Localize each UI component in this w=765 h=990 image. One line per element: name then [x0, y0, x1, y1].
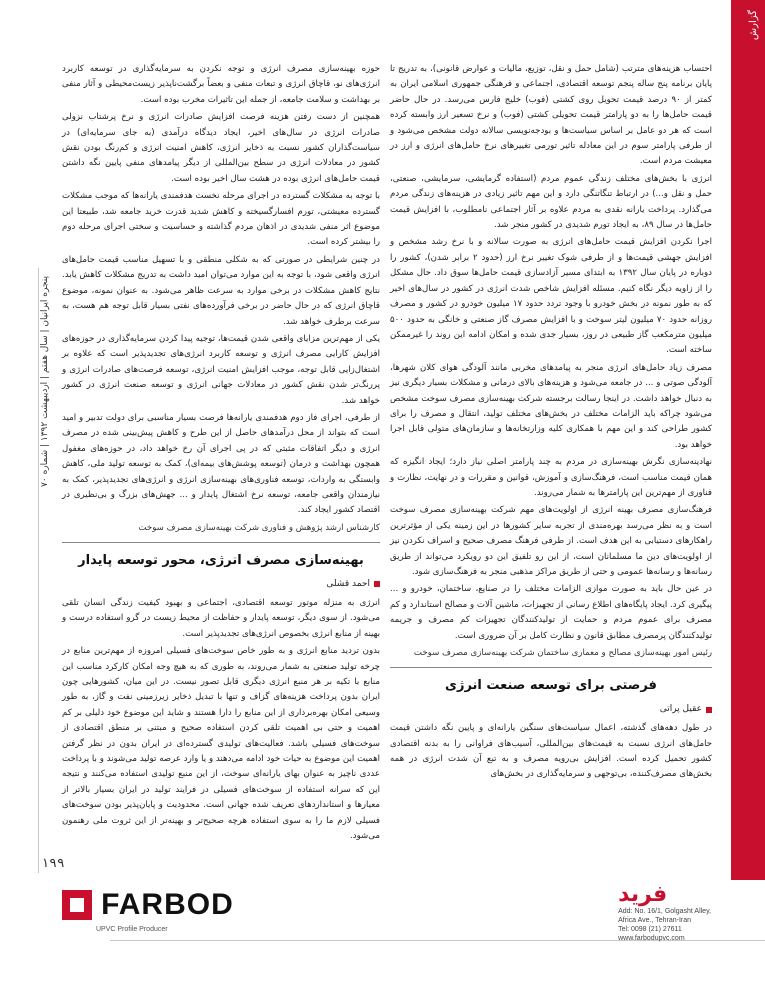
- farbod-fa-logo: [618, 882, 711, 943]
- right-column: [390, 62, 712, 785]
- bullet-square-icon: [374, 581, 380, 587]
- brand-fa-wordmark: فرید: [618, 882, 668, 907]
- address-line: Add: No. 16/1, Golgasht Alley,: [618, 908, 711, 915]
- author-signature: کارشناس ارشد پژوهش و فناوری شرکت بهینه‌سازی مصرف سوخت: [138, 522, 380, 533]
- body-paragraph: انرژی با بخش‌های مختلف زندگی عموم مردم (استفاده گرمایشی، سرمایشی، صنعتی، حمل و نقل و...) در ارتباط تنگاتنگی دارد و این مهم تاثیر زیادی در هزینه‌های زندگی مردم می‌گذارد. پرداخت یارانه نقدی به مردم علاوه بر آثار اجتماعی نامطلوب، با افزایش قیمت حامل‌ها در سال ۸۹، به ایجاد تورم شدیدی در کشور منجر شد.: [390, 173, 712, 231]
- farbod-tagline: UPVC Profile Producer: [96, 926, 168, 933]
- body-paragraph: یکی از مهم‌ترین مزایای واقعی شدن قیمت‌ها، توجیه پیدا کردن سرمایه‌گذاری در حوزه‌های افزایش کارایی مصرف انرژی و توسعه کاربرد انرژی‌های تجدیدپذیر است که علاوه بر اشتغال‌زایی قابل توجه، موجب افزایش امنیت انرژی، توسعه فرصت‌های صادرات انرژی و پررنگ‌تر شدن نقش کشور در معادلات جهانی انرژی و توسعه صنعت انرژی در کشور خواهد شد.: [62, 333, 380, 406]
- bullet-square-icon: [706, 707, 712, 713]
- author-signature: رئیس امور بهینه‌سازی مصالح و معماری ساختمان شرکت بهینه‌سازی مصرف سوخت: [413, 648, 712, 659]
- article-title: بهینه‌سازی مصرف انرژی، محور توسعه پایدار: [78, 553, 364, 569]
- address-line: Africa Ave., Tehran-Iran: [618, 917, 692, 924]
- body-paragraph: حوزه بهینه‌سازی مصرف انرژی و توجه نکردن به سرمایه‌گذاری در توسعه کاربرد انرژی‌های نو، قاچاق انرژی و تبعات منفی و بعضاً برگشت‌ناپذیر زیست‌محیطی و آثار منفی بر بهداشت و سلامت جامعه، از جمله این تاثیرات مخرب بوده است.: [62, 64, 380, 105]
- section-label: گزارش: [748, 10, 759, 41]
- divider: [390, 667, 712, 668]
- left-column: [62, 62, 380, 847]
- body-paragraph: مصرف زیاد حامل‌های انرژی منجر به پیامدهای مخربی مانند آلودگی هوای کلان شهرها، آلودگی صوتی و ... در جامعه می‌شود و هزینه‌های بالای درمانی و مشکلات بسیار دیگری نیز به دنبال خواهد داشت. در اینجا رسالت برجسته شرکت بهینه‌سازی مصرف سوخت مشخص می‌شود چراکه باید الزامات مختلف در بخش‌های مختلف تولید، انتقال و مصرف را برای کشور طراحی کند و این مهم با همکاری کلیه وزارتخانه‌ها و سازمان‌های متولی قابل اجرا خواهد بود.: [390, 362, 712, 450]
- body-paragraph: در طول دهه‌های گذشته، اعمال سیاست‌های سنگین یارانه‌ای و پایین نگه داشتن قیمت حامل‌های انرژی نسبت به قیمت‌های بین‌المللی، آسیب‌های فراوانی را به بدنه اقتصادی کشور تحمیل کرده است. افزایش بی‌رویه مصرف و به تبع آن شدت انرژی در همه بخش‌های مصرف‌کننده، بی‌توجهی و سرمایه‌گذاری در بخش‌های: [390, 723, 712, 780]
- article-author: [390, 702, 712, 717]
- page-number: ۱۹۹: [41, 856, 65, 871]
- body-paragraph: اجرا نکردن افزایش قیمت حامل‌های انرژی به صورت سالانه و با نرخ رشد مشخص و افزایش جهشی قیمت‌ها و از طرفی شوک تغییر نرخ ارز (حدود ۲ برابر شدن)، کشور را دوباره در پایان سال ۱۳۹۲ به ابتدای مسیر آزادسازی قیمت حامل‌ها سوق داد. حال مشکل را از زاویه دیگر نگاه کنیم. مسئله افزایش شاخص شدت انرژی در کشور در سال‌های اخیر که به طور نمونه در بخش خودرو با وجود تردد حدود ۱۷ میلیون خودرو در کشور و مصرف روزانه حدود ۷۰ میلیون لیتر سوخت و با افزایش مصرف گاز صنعتی و خانگی به حدود ۵۰۰ میلیون مترمکعب گاز طبیعی در روز، بسیار جدی شده و امکان ادامه این روند را غیرممکن ساخته است.: [390, 237, 712, 356]
- phone-line: Tel: 0098 (21) 27611: [618, 926, 682, 933]
- farbod-logo: [62, 888, 234, 922]
- farbod-wordmark: FARBOD: [101, 888, 234, 921]
- article-title: فرصتی برای توسعه صنعت انرژی: [445, 678, 657, 694]
- website-line: www.farbodupvc.com: [618, 935, 685, 942]
- body-paragraph: فرهنگ‌سازی مصرف بهینه انرژی از اولویت‌های مهم شرکت بهینه‌سازی مصرف سوخت است و به نظر می‌رسد بهره‌مندی از تجربه سایر کشورها در این زمینه یکی از مؤثرترین راهکارهای دستیابی به این هدف است. از طرفی فرهنگ مصرف صحیح و اسراف نکردن نیز از اولویت‌های دین ما مسلمانان است، از این رو تلفیق این دو رویکرد می‌تواند از طریق رسانه‌ها و رسانه‌ها عمومی و حتی از طریق مراکز مذهبی منجر به فرهنگ‌سازی شود.: [390, 505, 712, 577]
- body-paragraph: نهادینه‌سازی نگرش بهینه‌سازی در مردم به چند پارامتر اصلی نیاز دارد؛ ایجاد انگیزه که همان قیمت مناسب است، فرهنگ‌سازی و آموزش، قوانین و مقررات و در نهایت، نظارت و فناوری از مهم‌ترین این پارامترها به شمار می‌روند.: [390, 457, 712, 498]
- body-paragraph: از طرفی، اجرای فاز دوم هدفمندی یارانه‌ها فرصت بسیار مناسبی برای دولت تدبیر و امید است که بتواند از محل درآمدهای حاصل از این طرح و کاهش پیش‌بینی شده در مصرف انرژی و دیگر اتفاقات مثبتی که در پی اجرای آن رخ خواهد داد، در حوزه‌های مغفول همچون بهداشت و درمان (توسعه پوشش‌های بیمه‌ای)، کمک به توسعه تولید ملی، کاهش وابستگی به واردات، توسعه فناوری‌های بهینه‌سازی انرژی و انرژی‌های تجدیدپذیر، کمک به نیازمندان واقعی جامعه، توسعه نرخ اشتغال پایدار و ... جهش‌های بزرگ و بی‌نظیری در اقتصاد کشور ایجاد کند.: [62, 412, 380, 516]
- article-author: [62, 577, 380, 592]
- divider: [62, 542, 380, 543]
- body-paragraph: همچنین از دست رفتن هزینه فرصت افزایش صادرات انرژی و نرخ پرشتاب نزولی صادرات انرژی در سال‌های اخیر، ایجاد دیدگاه درآمدی (به جای سرمایه‌ای) در سیاست‌گذاران کشور نسبت به ذخایر انرژی، کاهش امنیت انرژی و کم‌رنگ بودن نقش کشور در معادلات انرژی در سطح بین‌المللی از دیگر پیامدهای منفی پایین نگه داشتن قیمت حامل‌های انرژی بوده در هشت سال اخیر بوده است.: [62, 112, 380, 184]
- body-paragraph: احتساب هزینه‌های مترتب (شامل حمل و نقل، توزیع، مالیات و عوارض قانونی)، به تدریج تا پایان برنامه پنج ساله پنجم توسعه اقتصادی، اجتماعی و فرهنگی جمهوری اسلامی ایران به کمتر از ۹۰ درصد قیمت تحویل روی کشتی (فوب) خلیج فارس می‌رسد. در حال حاضر قیمت حامل‌ها را به دو پارامتر قیمت تحویلی کشتی (فوب) و نرخ تسعیر ارز وابسته کرده است که هر دو عامل بر اساس سیاست‌ها و بودجه‌نویسی سالانه دولت مشخص می‌شود و از طرفی پارامتر سوم در این معادله تاثیر تورمی تغییرهای نرخ حامل‌های انرژی و ارز در معیشت مردم است.: [390, 64, 712, 167]
- issue-info: پنجره ایرانیان | سال هفتم | اردیبهشت ۱۳۹۲ | شماره ۷۰: [40, 276, 50, 487]
- author-name: احمد قشلی: [326, 578, 370, 589]
- body-paragraph: در عین حال باید به صورت موازی الزامات مختلف را در صنایع، ساختمان، خودرو و ... پیگیری کرد. ایجاد پایگاه‌های اطلاع رسانی از تجهیزات، ماشین آلات و مصالح استاندارد و کم مصرف برای عموم مردم و حمایت از تولیدکنندگان تجهیزات کم مصرف و جریمه تولیدکنندگان پرمصرف مطابق قانون و نظارت کامل بر آن ضروری است.: [390, 584, 712, 641]
- body-paragraph: انرژی به منزله موتور توسعه اقتصادی، اجتماعی و بهبود کیفیت زندگی انسان تلقی می‌شود. از سوی دیگر، توسعه پایدار و حفاظت از محیط زیست در گرو استفاده درست و بهینه از منابع انرژی بخصوص انرژی‌های تجدیدپذیر است.: [62, 598, 380, 639]
- body-paragraph: در چنین شرایطی در صورتی که به شکلی منطقی و با تسهیل مناسب قیمت حامل‌های انرژی واقعی شود، با توجه به این موارد می‌توان امید داشت به تدریج مشکلات کاهش یابد. نتایج کاهش مشکلات در برخی موارد به سرعت ظاهر می‌شود. به عنوان نمونه، موضوع قاچاق انرژی که در حال حاضر در برخی فرآورده‌های نفتی بسیار قابل توجه هم هست، به سرعت برطرف خواهد شد.: [62, 254, 380, 327]
- author-name: عقیل پراتی: [659, 703, 702, 714]
- body-paragraph: بدون تردید منابع انرژی و به طور خاص سوخت‌های فسیلی امروزه از مهم‌ترین منابع در چرخه تولید صنعتی به شمار می‌روند، به طوری که به هیچ وجه امکان کارکرد مناسب این منابع با تکیه بر هر منبع انرژی دیگری قابل تصور نیست. در این میان، کشورهایی چون ایران بدون پرداخت هزینه‌های گزاف و تنها با تبدیل ذخایر زیرزمینی نفت و گاز، به طور وسیعی امکان بهره‌برداری از این منابع را دارا هستند و شاید این موضوع خود دلیلی بر کم اهمیت و حتی بی اهمیت تلقی کردن استفاده صحیح و مبتنی بر منطق اقتصادی از سوخت‌های فسیلی باشد. فعالیت‌های تولیدی گسترده‌ای در ایران بدون در نظر گرفتن اهمیت این موضوع به حیات خود ادامه می‌دهند و یا وارد عرصه تولید می‌شوند و با پرداخت عددی ناچیز به عنوان بهای یارانه‌ای سوخت، از این منبع تولیدی استفاده می‌کنند و نتیجه این که سرانه استفاده از سوخت‌های فسیلی در فرایند تولید در ایران بسیار بالاتر از معیارها و استانداردهای تعریف شده جهانی است. محدودیت و پایان‌پذیر بودن سوخت‌های فسیلی لازم ما را به سوی استفاده هرچه صحیح‌تر و بهینه‌تر از این ثروت ملی رهنمون می‌شود.: [62, 646, 380, 842]
- body-paragraph: با توجه به مشکلات گسترده در اجرای مرحله نخست هدفمندی یارانه‌ها که موجب مشکلات گسترده معیشتی، تورم افسارگسیخته و کاهش شدید قدرت خرید جامعه شد، طبیعتا این موضوع اثر منفی شدیدی در اذهان مردم گذاشته و حساسیت و سختی اجرای مرحله دوم را بیشتر کرده است.: [62, 191, 380, 248]
- section-sidebar: [731, 0, 765, 880]
- farbod-mark-icon: [62, 890, 92, 920]
